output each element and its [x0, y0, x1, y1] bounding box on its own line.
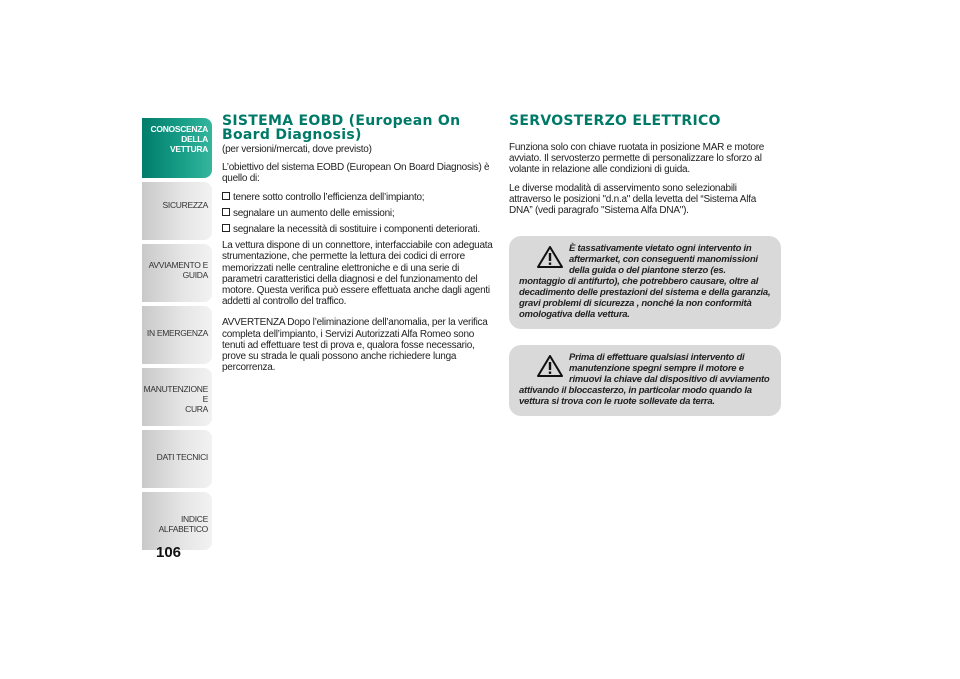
- section-title-eobd: SISTEMA EOBD (European On Board Diagnosis): [222, 113, 461, 143]
- tab-sicurezza[interactable]: [142, 182, 212, 240]
- tab-label: GUIDA: [182, 270, 208, 280]
- warning-triangle-icon: [537, 354, 563, 378]
- warning-text-2: Prima di effettuare qualsiasi intervento di manutenzione spegni sempre il motore e rimuovi la chiave dal dispositivo di avviamento attivando il bloccasterzo, in particolar modo quando la vettura si trova con le ruote sollevate da terra.: [519, 352, 770, 408]
- tab-label: SICUREZZA: [162, 200, 208, 210]
- warning-box-2: [509, 345, 781, 416]
- list-item: [222, 224, 494, 235]
- list-item-text: segnalare la necessità di sostituire i componenti deteriorati.: [233, 224, 480, 236]
- tab-manutenzione[interactable]: [142, 368, 212, 426]
- chapter-tabs: [142, 118, 212, 554]
- section-subtitle: (per versioni/mercati, dove previsto): [222, 144, 372, 155]
- page-number: 106: [156, 544, 182, 561]
- avvertenza-paragraph: AVVERTENZA Dopo l’eliminazione dell’anomalia, per la verifica completa dell’impianto, i Servizi Autorizzati Alfa Romeo sono tenuti ad effettuare test di prova e, qualora fosse necessario, prove su strada le quali possono anche richiedere lunga percorrenza.: [222, 317, 488, 374]
- tab-label: DELLA VETTURA: [169, 134, 208, 154]
- checkbox-bullet-icon: [222, 192, 230, 200]
- tab-dati-tecnici[interactable]: [142, 430, 212, 488]
- list-item-text: segnalare un aumento delle emissioni;: [233, 207, 395, 219]
- list-item: [222, 192, 494, 203]
- section-title-servosterzo: SERVOSTERZO ELETTRICO: [509, 113, 721, 129]
- tab-label: DATI TECNICI: [156, 452, 208, 462]
- left-column: [222, 114, 494, 380]
- warning-text-1: È tassativamente vietato ogni intervento in aftermarket, con conseguenti manomissioni della guida o del piantone sterzo (es. montaggio di antifurto), che potrebbero causare, oltre al decadimento delle prestazioni del sistema e della garanzia, gravi problemi di sicurezza , nonché la non conformità omologativa della vettura.: [519, 243, 771, 321]
- list-item: [222, 208, 494, 219]
- intro-paragraph: L’obiettivo del sistema EOBD (European On Board Diagnosis) è quello di:: [222, 162, 490, 185]
- tab-indice[interactable]: [142, 492, 212, 550]
- tab-label: MANUTENZIONE E: [143, 384, 208, 404]
- servosterzo-paragraph-2: Le diverse modalità di asservimento sono selezionabili attraverso le posizioni "d.n.a" della levetta del “Sistema Alfa DNA” (vedi paragrafo "Sistema Alfa DNA").: [509, 182, 757, 217]
- tab-avviamento[interactable]: [142, 244, 212, 302]
- tab-conoscenza[interactable]: [142, 118, 212, 178]
- checkbox-bullet-icon: [222, 224, 230, 232]
- tab-label: INDICE ALFABETICO: [158, 514, 208, 534]
- tab-label: AVVIAMENTO E: [148, 260, 208, 270]
- tab-emergenza[interactable]: [142, 306, 212, 364]
- list-item-text: tenere sotto controllo l’efficienza dell’impianto;: [233, 191, 425, 203]
- checkbox-bullet-icon: [222, 208, 230, 216]
- warning-triangle-icon: [537, 245, 563, 269]
- right-column: [509, 114, 781, 416]
- warning-box-1: [509, 236, 781, 329]
- servosterzo-paragraph-1: Funziona solo con chiave ruotata in posizione MAR e motore avviato. Il servosterzo permette di personalizzare lo sforzo al volante in relazione alle condizioni di guida.: [509, 142, 765, 176]
- tab-label: CONOSCENZA: [150, 124, 208, 134]
- tab-label: IN EMERGENZA: [146, 328, 208, 338]
- connector-paragraph: La vettura dispone di un connettore, interfacciabile con adeguata strumentazione, che permette la lettura dei codici di errore memorizzati nelle centraline elettroniche e di una serie di parametri caratteristici della diagnosi e del funzionamento del motore. Questa verifica può essere effettuata anche dagli agenti addetti al controllo del traffico.: [222, 240, 493, 308]
- tab-label: CURA: [185, 404, 208, 414]
